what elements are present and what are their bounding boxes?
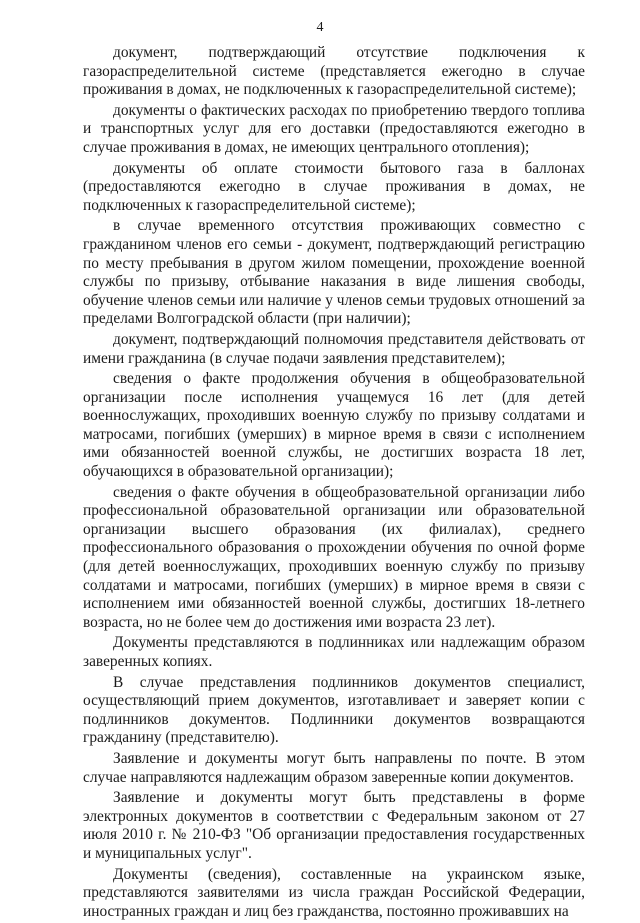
paragraph: документы о фактических расходах по приобретению твердого топлива и транспортных услуг для его доставки (предоставляются ежегодно в случае проживания в домах, не имеющих центрального отопления); (83, 101, 585, 156)
paragraph: Документы (сведения), составленные на украинском языке, представляются заявителями из числа граждан Российской Федерации, иностранных граждан и лиц без гражданства, постоянно проживавших на (83, 865, 585, 920)
paragraph: сведения о факте продолжения обучения в общеобразовательной организации после исполнения учащемуся 16 лет (для детей военнослужащих, проходивших военную службу по призыву солдатами и матросами, погибших (умерших) в мирное время в связи с исполнением ими обязанностей военной службы, не достигших возраста 18 лет, обучающихся в образовательной организации); (83, 370, 585, 481)
paragraph: Заявление и документы могут быть направлены по почте. В этом случае направляются надлежащим образом заверенные копии документов. (83, 749, 585, 786)
paragraph: документ, подтверждающий полномочия представителя действовать от имени гражданина (в случае подачи заявления представителем); (83, 330, 585, 367)
paragraph: В случае представления подлинников документов специалист, осуществляющий прием документов, изготавливает и заверяет копии с подлинников документов. Подлинники документов возвращаются гражданину (представителю). (83, 673, 585, 747)
paragraph: Заявление и документы могут быть представлены в форме электронных документов в соответствии с Федеральным законом от 27 июля 2010 г. № 210-ФЗ "Об организации предоставления государственных и муниципальных услуг". (83, 789, 585, 862)
paragraph: документы об оплате стоимости бытового газа в баллонах (предоставляются ежегодно в случае проживания в домах, не подключенных к газораспределительной системе); (83, 159, 585, 214)
paragraph: документ, подтверждающий отсутствие подключения к газораспределительной системе (представляется ежегодно в случае проживания в домах, не подключенных к газораспределительной системе); (83, 44, 585, 99)
paragraph: в случае временного отсутствия проживающих совместно с гражданином членов его семьи - документ, подтверждающий регистрацию по месту пребывания в другом жилом помещении, прохождение военной службы по призыву, отбывание наказания в виде лишения свободы, обучение членов семьи или наличие у членов семьи трудовых отношений за пределами Волгоградской области (при наличии); (83, 217, 585, 328)
document-body (83, 44, 585, 923)
paragraph: Документы представляются в подлинниках или надлежащим образом заверенных копиях. (83, 634, 585, 670)
paragraph: сведения о факте обучения в общеобразовательной организации либо профессиональной образовательной организации или образовательной организации высшего образования (их филиалах), среднего профессионального образования о прохождении обучения по очной форме (для детей военнослужащих, проходивших военную службу по призыву солдатами и матросами, погибших (умерших) в мирное время в связи с исполнением ими обязанностей военной службы, достигших 18-летнего возраста, но не более чем до достижения ими возраста 23 лет). (83, 483, 585, 631)
page-number: 4 (316, 20, 324, 35)
